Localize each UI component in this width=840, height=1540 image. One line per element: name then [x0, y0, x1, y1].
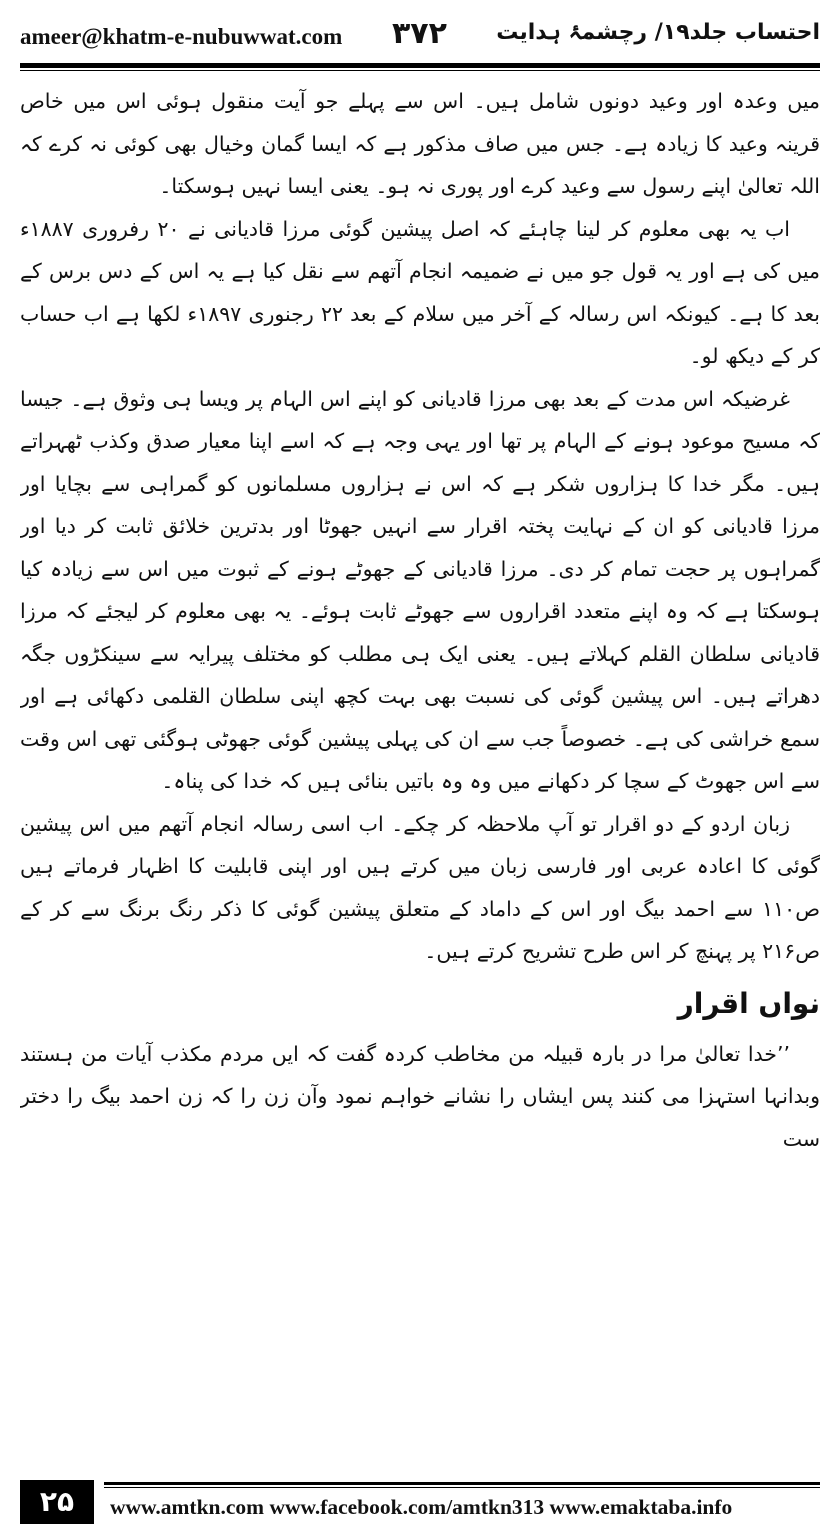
section-heading: نواں اقرار	[677, 986, 820, 1020]
footer-urls: www.amtkn.com www.facebook.com/amtkn313 www.emaktaba.info	[110, 1495, 733, 1519]
page-header	[20, 14, 820, 62]
body-paragraph: زبان اردو کے دو اقرار تو آپ ملاحظہ کر چکے۔ اب اسی رسالہ انجام آتھم میں اس پیشین گوئی کا اعادہ عربی اور فارسی زبان میں کرتے ہیں اور اپنی قابلیت کا اظہار فرماتے ہیں ص۱۱۰ سے احمد بیگ اور اس کے داماد کے متعلق پیشین گوئی کا ذکر رنگ برنگ سے کر کے ص۲۱۶ پر پہنچ کر اس طرح تشریح کرتے ہیں۔	[20, 811, 820, 963]
book-title: احتساب جلد۱۹/ رچشمۂ ہدایت	[496, 20, 820, 45]
header-rule-thin	[20, 70, 820, 71]
body-paragraph: اب یہ بھی معلوم کر لینا چاہئے کہ اصل پیشین گوئی مرزا قادیانی نے ۲۰ رفروری ۱۸۸۷ء میں کی ہے اور یہ قول جو میں نے ضمیمہ انجام آتھم سے نقل کیا ہے یہ اس کے دس برس کے بعد کا ہے۔ کیونکہ اس رسالہ کے آخر میں سلام کے بعد ۲۲ رجنوری ۱۸۹۷ء لکھا ہے اب حساب کر کے دیکھ لو۔	[20, 216, 820, 368]
page-footer	[20, 1478, 820, 1530]
quote-paragraph: ’’خدا تعالیٰ مرا در بارہ قبیلہ من مخاطب کردہ گفت کہ ایں مردم مکذب آیات من ہستند وبدانہا استہزا می کنند پس ایشاں را نشانے خواہم نمود وآن زن را کہ زن احمد بیگ را دختر ست	[20, 1041, 820, 1151]
footer-rule-thin	[104, 1487, 820, 1488]
page-number: ۳۷۲	[392, 16, 447, 51]
header-rule	[20, 63, 820, 68]
page-body	[20, 80, 820, 1472]
footer-rule	[104, 1482, 820, 1485]
body-paragraph: غرضیکہ اس مدت کے بعد بھی مرزا قادیانی کو اپنے اس الہام پر ویسا ہی وثوق ہے۔ جیسا کہ مسیح موعود ہونے کے الہام پر تھا اور یہی وجہ ہے کہ اسے اپنا معیار صدق وکذب ٹھہراتے ہیں۔ مگر خدا کا ہزاروں شکر ہے کہ اس نے ہزاروں مسلمانوں کو گمراہی سے بچایا اور مرزا قادیانی کو ان کے نہایت پختہ اقرار سے انہیں جھوٹا اور بدترین خلائق ثابت کر دیا اور گمراہوں پر حجت تمام کر دی۔ مرزا قادیانی کے جھوٹے ہونے کے ثبوت میں اس سے زیادہ کیا ہوسکتا ہے کہ وہ اپنے متعدد اقراروں سے جھوٹے ثابت ہوئے۔ یہ بھی معلوم کر لیجئے کہ مرزا قادیانی سلطان القلم کہلاتے ہیں۔ یعنی ایک ہی مطلب کو مختلف پیرایہ سے سینکڑوں جگہ دھراتے ہیں۔ اس پیشین گوئی کی نسبت بھی بہت کچھ اپنی سلطان القلمی دکھائی ہے اور سمع خراشی کی ہے۔ خصوصاً جب سے ان کی پہلی پیشین گوئی جھوٹی ہوگئی تھی اس وقت سے اس جھوٹ کے سچا کر دکھانے میں وہ وہ باتیں بنائی ہیں کہ خدا کی پناہ۔	[20, 386, 820, 793]
header-email: ameer@khatm-e-nubuwwat.com	[20, 24, 343, 49]
body-paragraph: میں وعدہ اور وعید دونوں شامل ہیں۔ اس سے پہلے جو آیت منقول ہوئی اس میں خاص قرینہ وعید کا زیادہ ہے۔ جس میں صاف مذکور ہے کہ ایسا گمان وخیال بھی کوئی نہ کرے کہ اللہ تعالیٰ اپنے رسول سے وعید کرے اور پوری نہ ہو۔ یعنی ایسا نہیں ہوسکتا۔	[20, 89, 820, 198]
folio-number: ۲۵	[20, 1480, 94, 1524]
